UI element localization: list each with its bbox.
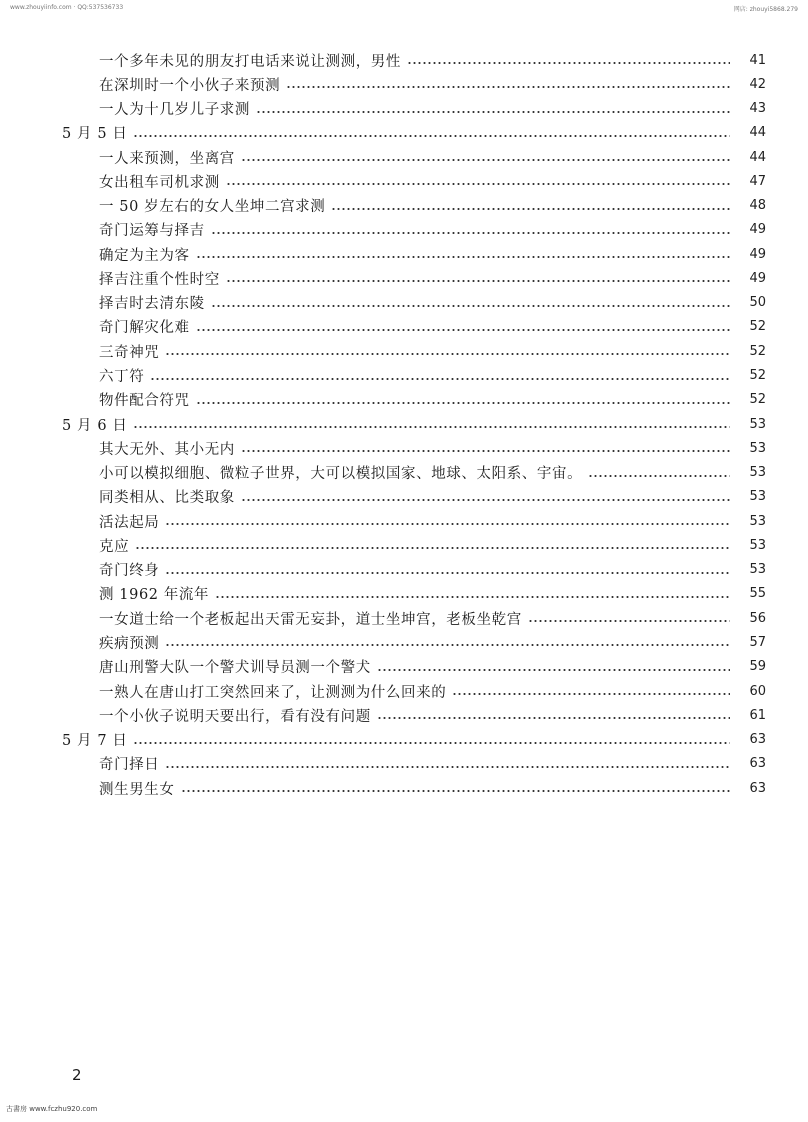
- toc-entry-row: [99, 339, 766, 363]
- toc-entry-page: 49: [749, 270, 766, 286]
- header-right-text: 网店: zhouyi5868.279: [733, 6, 798, 13]
- toc-entry-row: [99, 364, 766, 388]
- toc-section-row: [62, 728, 766, 752]
- toc-entry-row: [99, 242, 766, 266]
- toc-leader-dots: [165, 643, 730, 647]
- toc-entry-title: 一个小伙子说明天要出行，看有没有问题: [99, 708, 371, 725]
- toc-entry-page: 42: [749, 76, 766, 92]
- toc-entry-row: [99, 630, 766, 654]
- toc-entry-page: 52: [749, 392, 766, 408]
- toc-entry-row: [99, 558, 766, 582]
- toc-entry-row: [99, 582, 766, 606]
- toc-entry-page: 52: [749, 368, 766, 383]
- toc-entry-row: [99, 72, 766, 96]
- toc-entry-page: 53: [749, 562, 766, 578]
- toc-entry-title: 测 1962 年流年: [99, 587, 210, 604]
- toc-entry-page: 61: [749, 707, 766, 723]
- toc-entry-page: 50: [749, 295, 766, 311]
- toc-entry-title: 一 50 岁左右的女人坐坤二宫求测: [99, 199, 326, 216]
- toc-entry-title: 同类相从、比类取象: [99, 490, 235, 507]
- toc-leader-dots: [377, 716, 730, 720]
- toc-leader-dots: [241, 449, 730, 453]
- toc-entry-row: [99, 485, 766, 509]
- toc-leader-dots: [133, 425, 730, 429]
- toc-entry-row: [99, 291, 766, 315]
- toc-entry-page: 53: [749, 513, 766, 529]
- toc-section-row: [62, 121, 766, 145]
- toc-leader-dots: [196, 401, 730, 405]
- toc-entry-page: 56: [749, 610, 766, 626]
- toc-entry-row: [99, 679, 766, 703]
- toc-leader-dots: [226, 182, 730, 186]
- toc-entry-row: [99, 169, 766, 193]
- toc-entry-page: 48: [749, 198, 766, 214]
- toc-leader-dots: [165, 352, 730, 356]
- toc-entry-row: [99, 266, 766, 290]
- watermark-text: 古書房 www.fczhu920.com: [6, 1105, 98, 1113]
- toc-entry-title: 六丁符: [99, 369, 145, 385]
- toc-leader-dots: [377, 668, 730, 672]
- toc-leader-dots: [196, 328, 730, 332]
- toc-entry-row: [99, 315, 766, 339]
- toc-entry-page: 63: [749, 732, 766, 748]
- toc-entry-title: 在深圳时一个小伙子来预测: [99, 77, 281, 94]
- toc-entry-title: 确定为主为客: [99, 247, 190, 264]
- toc-entry-page: 59: [749, 659, 766, 675]
- page-number: 2: [72, 1066, 82, 1084]
- toc-entry-page: 49: [749, 246, 766, 262]
- toc-entry-title: 5 月 7 日: [62, 733, 128, 750]
- toc-entry-page: 63: [749, 780, 766, 796]
- toc-leader-dots: [165, 522, 730, 526]
- toc-leader-dots: [226, 279, 730, 283]
- toc-entry-page: 53: [749, 416, 766, 432]
- toc-entry-row: [99, 461, 766, 485]
- toc-entry-title: 疾病预测: [99, 635, 160, 652]
- toc-leader-dots: [150, 377, 730, 381]
- toc-entry-title: 一熟人在唐山打工突然回来了，让测测为什么回来的: [99, 684, 447, 701]
- toc-entry-row: [99, 655, 766, 679]
- toc-leader-dots: [215, 595, 730, 599]
- toc-entry-title: 一个多年未见的朋友打电话来说让测测，男性: [99, 53, 401, 70]
- toc-entry-row: [99, 388, 766, 412]
- toc-leader-dots: [181, 789, 731, 793]
- toc-entry-title: 其大无外、其小无内: [99, 441, 235, 458]
- toc-entry-page: 53: [749, 489, 766, 505]
- toc-entry-title: 一人来预测，坐离宫: [99, 150, 235, 167]
- toc-leader-dots: [588, 474, 730, 478]
- toc-leader-dots: [256, 110, 730, 114]
- toc-entry-title: 择吉时去清东陵: [99, 296, 205, 313]
- toc-entry-title: 一女道士给一个老板起出天雷无妄卦，道士坐坤宫，老板坐乾宫: [99, 611, 522, 628]
- toc-entry-title: 奇门解灾化难: [99, 320, 190, 337]
- toc-entry-title: 物件配合符咒: [99, 393, 190, 410]
- toc-entry-page: 49: [749, 222, 766, 238]
- toc-entry-row: [99, 752, 766, 776]
- toc-entry-title: 女出租车司机求测: [99, 174, 220, 191]
- toc-entry-row: [99, 218, 766, 242]
- toc-entry-title: 5 月 6 日: [62, 417, 128, 434]
- toc-leader-dots: [211, 304, 730, 308]
- toc-entry-row: [99, 194, 766, 218]
- toc-entry-row: [99, 48, 766, 72]
- toc-leader-dots: [241, 158, 730, 162]
- toc-entry-row: [99, 509, 766, 533]
- toc-entry-page: 60: [749, 683, 766, 699]
- toc-leader-dots: [286, 85, 730, 89]
- toc-leader-dots: [133, 134, 730, 138]
- toc-leader-dots: [528, 619, 730, 623]
- toc-entry-page: 44: [749, 149, 766, 165]
- toc-entry-title: 择吉注重个性时空: [99, 271, 220, 288]
- toc-entry-title: 奇门终身: [99, 563, 160, 580]
- toc-leader-dots: [331, 207, 730, 211]
- toc-entry-title: 唐山刑警大队一个警犬训导员测一个警犬: [99, 660, 371, 677]
- toc-entry-page: 53: [749, 465, 766, 481]
- toc-entry-page: 52: [749, 319, 766, 335]
- toc-leader-dots: [211, 231, 730, 235]
- toc-entry-title: 5 月 5 日: [62, 126, 128, 143]
- toc-entry-page: 41: [749, 52, 766, 68]
- toc-entry-page: 47: [749, 173, 766, 189]
- toc-leader-dots: [165, 571, 730, 575]
- toc-entry-title: 一人为十几岁儿子求测: [99, 102, 250, 119]
- toc-entry-page: 53: [749, 440, 766, 456]
- toc-entry-page: 55: [749, 586, 766, 602]
- toc-leader-dots: [452, 692, 730, 696]
- toc-entry-title: 测生男生女: [99, 781, 175, 798]
- toc-entry-page: 53: [749, 537, 766, 553]
- toc-entry-title: 克应: [99, 538, 130, 555]
- toc-entry-page: 44: [749, 125, 766, 141]
- toc-entry-title: 小可以模拟细胞、微粒子世界，大可以模拟国家、地球、太阳系、宇宙。: [99, 466, 583, 483]
- toc-entry-row: [99, 533, 766, 557]
- toc-entry-page: 57: [749, 634, 766, 650]
- header-left-text: www.zhouyiinfo.com · QQ:537536733: [10, 4, 124, 11]
- toc-entry-row: [99, 606, 766, 630]
- toc-leader-dots: [135, 546, 730, 550]
- toc-entry-row: [99, 97, 766, 121]
- toc-leader-dots: [196, 255, 730, 259]
- toc-entry-page: 52: [749, 343, 766, 359]
- toc-entry-title: 奇门择日: [99, 757, 160, 774]
- toc-leader-dots: [165, 765, 730, 769]
- toc-leader-dots: [133, 741, 730, 745]
- toc-entry-title: 奇门运筹与择吉: [99, 223, 205, 240]
- toc-leader-dots: [241, 498, 730, 502]
- toc-section-row: [62, 412, 766, 436]
- toc-entry-row: [99, 776, 766, 800]
- toc-leader-dots: [407, 61, 730, 65]
- toc-entry-row: [99, 436, 766, 460]
- toc-entry-title: 三奇神咒: [99, 344, 160, 361]
- toc-entry-page: 63: [749, 756, 766, 772]
- toc-entry-page: 43: [749, 101, 766, 117]
- toc-entry-row: [99, 703, 766, 727]
- toc-entry-row: [99, 145, 766, 169]
- toc-entry-title: 活法起局: [99, 514, 160, 531]
